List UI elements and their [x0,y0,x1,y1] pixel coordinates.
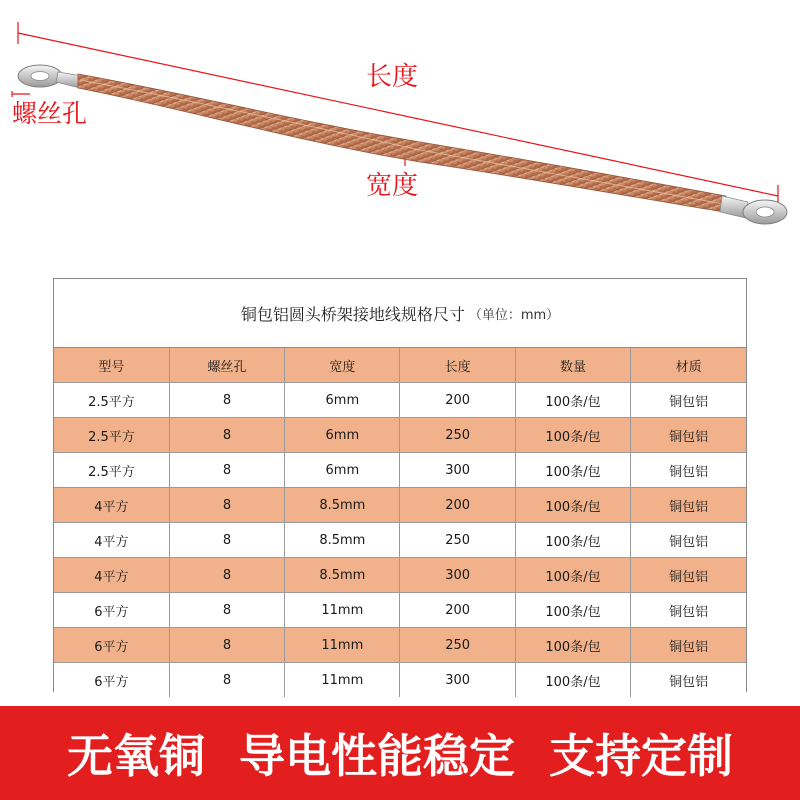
product-image [0,0,800,260]
cell-material: 铜包铝 [631,383,746,418]
header-length: 长度 [400,348,515,383]
cell-quantity: 100条/包 [515,663,630,698]
cell-quantity: 100条/包 [515,628,630,663]
cell-model: 4平方 [54,523,169,558]
cell-width: 8.5mm [285,523,400,558]
cell-screw-hole: 8 [169,418,284,453]
cell-screw-hole: 8 [169,628,284,663]
cell-material: 铜包铝 [631,558,746,593]
cell-screw-hole: 8 [169,663,284,698]
header-model: 型号 [54,348,169,383]
cell-material: 铜包铝 [631,628,746,663]
screw-hole-label: 螺丝孔 [12,99,88,128]
right-ring-lug [720,196,787,224]
cell-width: 6mm [285,418,400,453]
cell-width: 8.5mm [285,488,400,523]
cell-quantity: 100条/包 [515,418,630,453]
cell-length: 250 [400,628,515,663]
cell-model: 6平方 [54,593,169,628]
header-material: 材质 [631,348,746,383]
width-label: 宽度 [366,171,419,201]
cell-length: 300 [400,558,515,593]
cell-model: 6平方 [54,663,169,698]
cell-width: 11mm [285,628,400,663]
cell-material: 铜包铝 [631,663,746,698]
cell-width: 6mm [285,453,400,488]
cell-model: 2.5平方 [54,383,169,418]
cell-quantity: 100条/包 [515,453,630,488]
spec-table-title: 铜包铝圆头桥架接地线规格尺寸 [240,304,465,324]
table-row [54,628,746,663]
cell-model: 4平方 [54,488,169,523]
cell-width: 6mm [285,383,400,418]
unit-note: （单位：mm） [468,307,560,323]
cell-material: 铜包铝 [631,488,746,523]
banner-item-stable-conductivity: 导电性能稳定 [239,729,515,783]
cell-length: 200 [400,488,515,523]
cell-model: 2.5平方 [54,453,169,488]
cell-material: 铜包铝 [631,523,746,558]
cell-model: 4平方 [54,558,169,593]
cell-model: 6平方 [54,628,169,663]
cell-screw-hole: 8 [169,453,284,488]
cell-screw-hole: 8 [169,383,284,418]
cell-screw-hole: 8 [169,523,284,558]
spec-table-title-bar [54,279,746,348]
cell-length: 300 [400,453,515,488]
cell-width: 11mm [285,663,400,698]
cell-width: 8.5mm [285,558,400,593]
feature-banner [0,706,800,800]
table-row [54,558,746,593]
table-row [54,488,746,523]
header-quantity: 数量 [515,348,630,383]
cell-screw-hole: 8 [169,488,284,523]
spec-table [54,348,746,697]
left-ring-lug [18,65,82,88]
cell-quantity: 100条/包 [515,488,630,523]
cell-quantity: 100条/包 [515,523,630,558]
cell-material: 铜包铝 [631,593,746,628]
table-row [54,383,746,418]
table-row [54,418,746,453]
banner-item-customizable: 支持定制 [549,729,733,783]
table-header-row [54,348,746,383]
header-screw-hole: 螺丝孔 [169,348,284,383]
spec-table-panel [53,278,747,692]
cell-quantity: 100条/包 [515,383,630,418]
cell-length: 250 [400,418,515,453]
cell-screw-hole: 8 [169,593,284,628]
braided-strap-illustration [0,0,800,260]
cell-width: 11mm [285,593,400,628]
cell-length: 200 [400,383,515,418]
cell-model: 2.5平方 [54,418,169,453]
header-width: 宽度 [285,348,400,383]
length-label: 长度 [366,62,419,92]
cell-quantity: 100条/包 [515,593,630,628]
banner-item-oxygen-free-copper: 无氧铜 [67,729,205,783]
table-row [54,663,746,698]
cell-quantity: 100条/包 [515,558,630,593]
table-row [54,453,746,488]
cell-length: 200 [400,593,515,628]
cell-length: 250 [400,523,515,558]
cell-screw-hole: 8 [169,558,284,593]
cell-length: 300 [400,663,515,698]
table-row [54,523,746,558]
cell-material: 铜包铝 [631,453,746,488]
cell-material: 铜包铝 [631,418,746,453]
table-row [54,593,746,628]
